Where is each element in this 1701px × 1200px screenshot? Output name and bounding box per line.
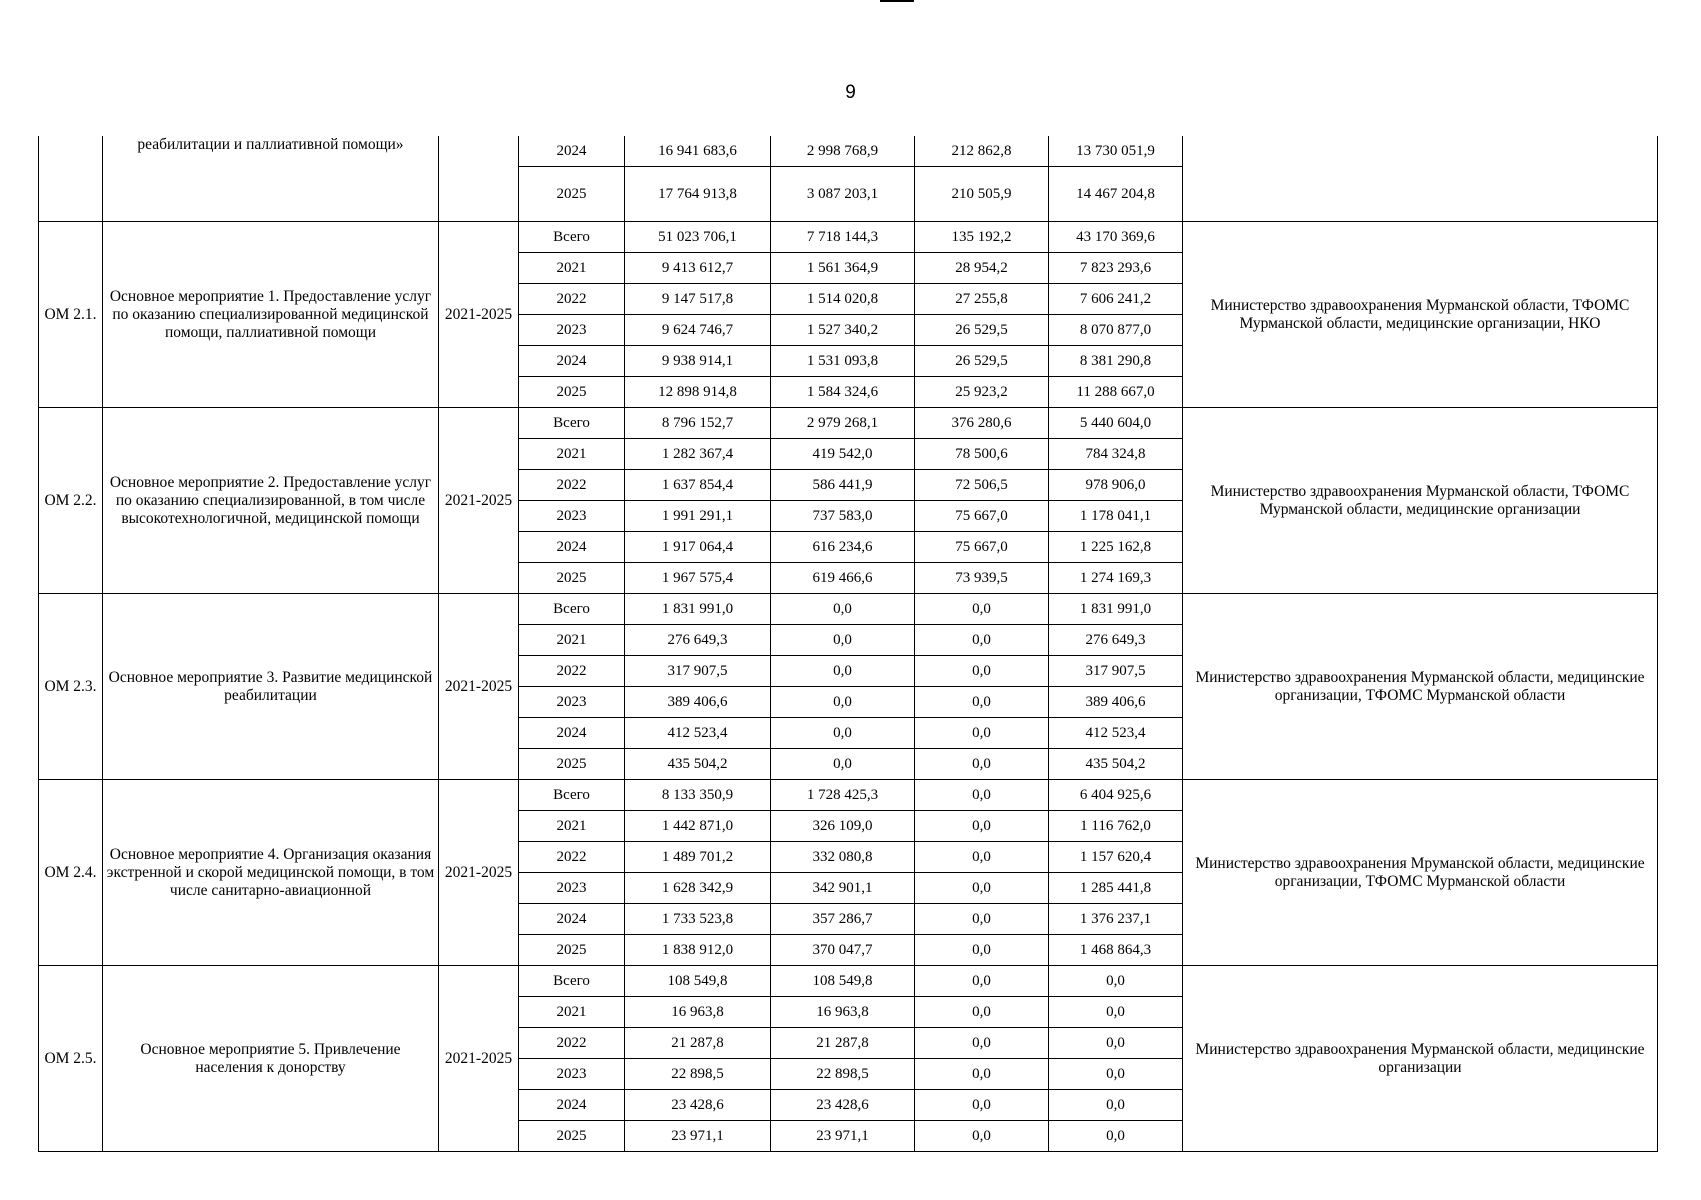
year-cell: Всего xyxy=(519,594,625,625)
measure-period: 2021-2025 xyxy=(439,222,519,408)
value-federal: 326 109,0 xyxy=(771,811,915,842)
value-total: 22 898,5 xyxy=(625,1059,771,1090)
measure-period: 2021-2025 xyxy=(439,408,519,594)
value-regional: 0,0 xyxy=(915,966,1049,997)
value-total: 12 898 914,8 xyxy=(625,377,771,408)
year-cell: 2025 xyxy=(519,563,625,594)
value-tfoms: 8 381 290,8 xyxy=(1049,346,1183,377)
year-cell: 2022 xyxy=(519,1028,625,1059)
measure-period: 2021-2025 xyxy=(439,966,519,1152)
measure-executors: Министерство здравоохранения Мурманской области, ТФОМС Мурманской области, медицинские организации xyxy=(1183,408,1658,594)
value-total: 1 489 701,2 xyxy=(625,842,771,873)
value-total: 1 991 291,1 xyxy=(625,501,771,532)
value-total: 16 941 683,6 xyxy=(625,136,771,167)
value-tfoms: 1 178 041,1 xyxy=(1049,501,1183,532)
value-federal: 23 428,6 xyxy=(771,1090,915,1121)
measure-period: 2021-2025 xyxy=(439,594,519,780)
value-federal: 419 542,0 xyxy=(771,439,915,470)
value-federal: 0,0 xyxy=(771,749,915,780)
value-tfoms: 0,0 xyxy=(1049,1090,1183,1121)
value-total: 435 504,2 xyxy=(625,749,771,780)
value-federal: 3 087 203,1 xyxy=(771,167,915,222)
year-cell: 2022 xyxy=(519,470,625,501)
value-tfoms: 0,0 xyxy=(1049,1028,1183,1059)
value-federal: 0,0 xyxy=(771,687,915,718)
value-total: 9 938 914,1 xyxy=(625,346,771,377)
value-tfoms: 1 468 864,3 xyxy=(1049,935,1183,966)
year-cell: 2021 xyxy=(519,625,625,656)
year-cell: 2024 xyxy=(519,904,625,935)
value-total: 1 442 871,0 xyxy=(625,811,771,842)
value-regional: 0,0 xyxy=(915,718,1049,749)
value-tfoms: 1 116 762,0 xyxy=(1049,811,1183,842)
value-federal: 332 080,8 xyxy=(771,842,915,873)
value-total: 9 624 746,7 xyxy=(625,315,771,346)
value-tfoms: 389 406,6 xyxy=(1049,687,1183,718)
measure-name: Основное мероприятие 5. Привлечение населения к донорству xyxy=(103,966,439,1152)
value-federal: 21 287,8 xyxy=(771,1028,915,1059)
value-regional: 0,0 xyxy=(915,904,1049,935)
year-cell: 2024 xyxy=(519,532,625,563)
value-tfoms: 412 523,4 xyxy=(1049,718,1183,749)
value-tfoms: 276 649,3 xyxy=(1049,625,1183,656)
value-federal: 619 466,6 xyxy=(771,563,915,594)
year-cell: Всего xyxy=(519,222,625,253)
measure-name: Основное мероприятие 3. Развитие медицинской реабилитации xyxy=(103,594,439,780)
value-federal: 0,0 xyxy=(771,656,915,687)
value-regional: 0,0 xyxy=(915,842,1049,873)
year-cell: 2025 xyxy=(519,377,625,408)
value-tfoms: 7 823 293,6 xyxy=(1049,253,1183,284)
year-cell: 2023 xyxy=(519,501,625,532)
year-cell: 2025 xyxy=(519,167,625,222)
continuation-row xyxy=(39,136,1658,167)
value-federal: 1 531 093,8 xyxy=(771,346,915,377)
value-total: 23 971,1 xyxy=(625,1121,771,1152)
value-tfoms: 435 504,2 xyxy=(1049,749,1183,780)
year-cell: 2022 xyxy=(519,284,625,315)
value-regional: 73 939,5 xyxy=(915,563,1049,594)
value-total: 1 967 575,4 xyxy=(625,563,771,594)
value-regional: 0,0 xyxy=(915,1028,1049,1059)
value-tfoms: 13 730 051,9 xyxy=(1049,136,1183,167)
measure-row xyxy=(39,780,1658,811)
value-tfoms: 11 288 667,0 xyxy=(1049,377,1183,408)
value-tfoms: 978 906,0 xyxy=(1049,470,1183,501)
value-total: 9 413 612,7 xyxy=(625,253,771,284)
value-federal: 737 583,0 xyxy=(771,501,915,532)
value-regional: 0,0 xyxy=(915,625,1049,656)
value-total: 51 023 706,1 xyxy=(625,222,771,253)
value-total: 1 282 367,4 xyxy=(625,439,771,470)
year-cell: 2024 xyxy=(519,718,625,749)
value-total: 9 147 517,8 xyxy=(625,284,771,315)
measure-row xyxy=(39,222,1658,253)
value-tfoms: 5 440 604,0 xyxy=(1049,408,1183,439)
executor-cell-empty xyxy=(1183,136,1658,222)
measure-name: Основное мероприятие 1. Предоставление услуг по оказанию специализированной медицинской помощи, паллиативной помощи xyxy=(103,222,439,408)
value-tfoms: 0,0 xyxy=(1049,997,1183,1028)
value-federal: 23 971,1 xyxy=(771,1121,915,1152)
value-tfoms: 1 285 441,8 xyxy=(1049,873,1183,904)
value-total: 8 796 152,7 xyxy=(625,408,771,439)
value-regional: 0,0 xyxy=(915,1059,1049,1090)
value-tfoms: 0,0 xyxy=(1049,1121,1183,1152)
year-cell: 2023 xyxy=(519,1059,625,1090)
value-federal: 1 561 364,9 xyxy=(771,253,915,284)
measure-executors: Министерство здравоохранения Мурманской области, медицинские организации, ТФОМС Мурманской области xyxy=(1183,594,1658,780)
value-federal: 0,0 xyxy=(771,718,915,749)
value-tfoms: 43 170 369,6 xyxy=(1049,222,1183,253)
code-cell-empty xyxy=(39,136,103,222)
measure-code: ОМ 2.5. xyxy=(39,966,103,1152)
value-tfoms: 14 467 204,8 xyxy=(1049,167,1183,222)
value-regional: 0,0 xyxy=(915,935,1049,966)
value-regional: 212 862,8 xyxy=(915,136,1049,167)
year-cell: 2024 xyxy=(519,1090,625,1121)
value-regional: 26 529,5 xyxy=(915,346,1049,377)
measure-code: ОМ 2.1. xyxy=(39,222,103,408)
year-cell: 2022 xyxy=(519,656,625,687)
value-federal: 22 898,5 xyxy=(771,1059,915,1090)
value-total: 21 287,8 xyxy=(625,1028,771,1059)
value-tfoms: 317 907,5 xyxy=(1049,656,1183,687)
value-regional: 0,0 xyxy=(915,780,1049,811)
period-cell-empty xyxy=(439,136,519,222)
value-federal: 1 584 324,6 xyxy=(771,377,915,408)
value-tfoms: 8 070 877,0 xyxy=(1049,315,1183,346)
value-total: 1 831 991,0 xyxy=(625,594,771,625)
value-total: 276 649,3 xyxy=(625,625,771,656)
value-federal: 2 998 768,9 xyxy=(771,136,915,167)
value-total: 317 907,5 xyxy=(625,656,771,687)
value-tfoms: 1 274 169,3 xyxy=(1049,563,1183,594)
value-federal: 0,0 xyxy=(771,594,915,625)
measure-period: 2021-2025 xyxy=(439,780,519,966)
value-tfoms: 7 606 241,2 xyxy=(1049,284,1183,315)
value-federal: 16 963,8 xyxy=(771,997,915,1028)
value-regional: 0,0 xyxy=(915,594,1049,625)
value-regional: 75 667,0 xyxy=(915,501,1049,532)
value-total: 1 733 523,8 xyxy=(625,904,771,935)
year-cell: 2023 xyxy=(519,315,625,346)
budget-table xyxy=(38,136,1658,1152)
value-total: 108 549,8 xyxy=(625,966,771,997)
year-cell: 2021 xyxy=(519,439,625,470)
measure-code: ОМ 2.3. xyxy=(39,594,103,780)
year-cell: Всего xyxy=(519,966,625,997)
year-cell: 2025 xyxy=(519,935,625,966)
value-federal: 108 549,8 xyxy=(771,966,915,997)
year-cell: 2022 xyxy=(519,842,625,873)
value-tfoms: 6 404 925,6 xyxy=(1049,780,1183,811)
value-total: 23 428,6 xyxy=(625,1090,771,1121)
value-regional: 376 280,6 xyxy=(915,408,1049,439)
value-tfoms: 1 376 237,1 xyxy=(1049,904,1183,935)
value-federal: 342 901,1 xyxy=(771,873,915,904)
value-total: 1 838 912,0 xyxy=(625,935,771,966)
measure-executors: Министерство здравоохранения Мурманской области, медицинские организации xyxy=(1183,966,1658,1152)
value-federal: 7 718 144,3 xyxy=(771,222,915,253)
year-cell: 2021 xyxy=(519,811,625,842)
value-total: 1 637 854,4 xyxy=(625,470,771,501)
value-regional: 27 255,8 xyxy=(915,284,1049,315)
value-tfoms: 0,0 xyxy=(1049,966,1183,997)
value-regional: 25 923,2 xyxy=(915,377,1049,408)
value-regional: 0,0 xyxy=(915,997,1049,1028)
value-regional: 0,0 xyxy=(915,1090,1049,1121)
value-total: 8 133 350,9 xyxy=(625,780,771,811)
year-cell: 2024 xyxy=(519,346,625,377)
page-number: 9 xyxy=(845,82,856,103)
year-cell: 2025 xyxy=(519,749,625,780)
value-regional: 28 954,2 xyxy=(915,253,1049,284)
measure-code: ОМ 2.4. xyxy=(39,780,103,966)
measure-code: ОМ 2.2. xyxy=(39,408,103,594)
measure-name: Основное мероприятие 2. Предоставление услуг по оказанию специализированной, в том числе высокотехнологичной, медицинской помощи xyxy=(103,408,439,594)
value-federal: 1 728 425,3 xyxy=(771,780,915,811)
value-regional: 26 529,5 xyxy=(915,315,1049,346)
year-cell: 2025 xyxy=(519,1121,625,1152)
value-total: 1 628 342,9 xyxy=(625,873,771,904)
measure-row xyxy=(39,408,1658,439)
value-federal: 0,0 xyxy=(771,625,915,656)
value-total: 412 523,4 xyxy=(625,718,771,749)
measure-name: Основное мероприятие 4. Организация оказания экстренной и скорой медицинской помощи, в том числе санитарно-авиационной xyxy=(103,780,439,966)
value-regional: 0,0 xyxy=(915,687,1049,718)
year-cell: 2024 xyxy=(519,136,625,167)
value-regional: 0,0 xyxy=(915,1121,1049,1152)
value-regional: 0,0 xyxy=(915,811,1049,842)
value-federal: 616 234,6 xyxy=(771,532,915,563)
value-regional: 72 506,5 xyxy=(915,470,1049,501)
value-tfoms: 1 225 162,8 xyxy=(1049,532,1183,563)
value-federal: 1 527 340,2 xyxy=(771,315,915,346)
value-total: 389 406,6 xyxy=(625,687,771,718)
value-federal: 357 286,7 xyxy=(771,904,915,935)
measure-name-continuation: реабилитации и паллиативной помощи» xyxy=(103,136,439,222)
value-federal: 586 441,9 xyxy=(771,470,915,501)
measure-executors: Министерство здравоохранения Мруманской области, медицинские организации, ТФОМС Мурманской области xyxy=(1183,780,1658,966)
value-total: 17 764 913,8 xyxy=(625,167,771,222)
year-cell: Всего xyxy=(519,780,625,811)
value-tfoms: 784 324,8 xyxy=(1049,439,1183,470)
measure-row xyxy=(39,966,1658,997)
year-cell: 2023 xyxy=(519,873,625,904)
value-regional: 210 505,9 xyxy=(915,167,1049,222)
value-regional: 78 500,6 xyxy=(915,439,1049,470)
value-regional: 0,0 xyxy=(915,873,1049,904)
value-federal: 2 979 268,1 xyxy=(771,408,915,439)
top-page-mark xyxy=(880,0,914,2)
value-total: 16 963,8 xyxy=(625,997,771,1028)
value-total: 1 917 064,4 xyxy=(625,532,771,563)
measure-executors: Министерство здравоохранения Мурманской области, ТФОМС Мурманской области, медицинские организации, НКО xyxy=(1183,222,1658,408)
value-federal: 1 514 020,8 xyxy=(771,284,915,315)
value-federal: 370 047,7 xyxy=(771,935,915,966)
value-tfoms: 1 831 991,0 xyxy=(1049,594,1183,625)
value-tfoms: 1 157 620,4 xyxy=(1049,842,1183,873)
value-regional: 0,0 xyxy=(915,656,1049,687)
year-cell: 2021 xyxy=(519,253,625,284)
measure-row xyxy=(39,594,1658,625)
measures-body xyxy=(39,222,1658,1152)
year-cell: 2023 xyxy=(519,687,625,718)
value-tfoms: 0,0 xyxy=(1049,1059,1183,1090)
value-regional: 135 192,2 xyxy=(915,222,1049,253)
value-regional: 75 667,0 xyxy=(915,532,1049,563)
value-regional: 0,0 xyxy=(915,749,1049,780)
year-cell: Всего xyxy=(519,408,625,439)
year-cell: 2021 xyxy=(519,997,625,1028)
